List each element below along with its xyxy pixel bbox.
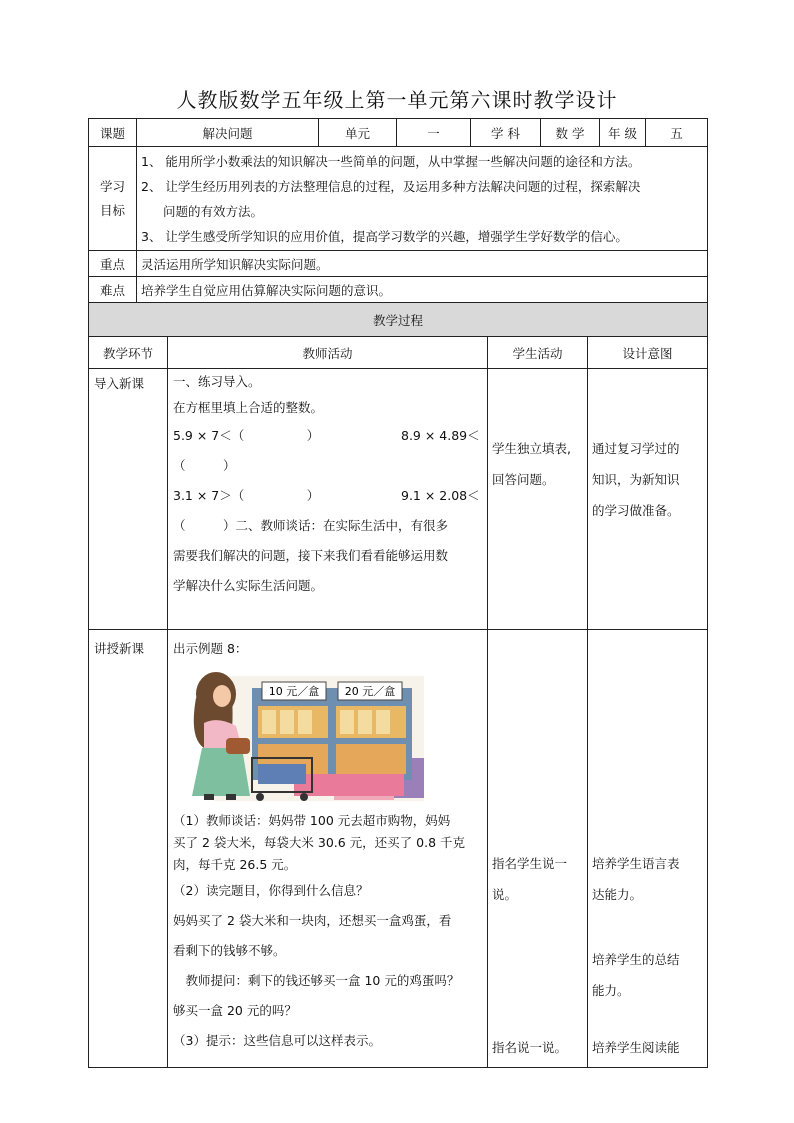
intro-tail-line: 需要我们解决的问题，接下来我们看看能够运用数 (173, 548, 449, 563)
difficulty-row (89, 277, 708, 303)
lecture-student-cell (488, 630, 588, 1068)
expr-2-blank: （ ） (173, 458, 236, 473)
topic-value: 解决问题 (137, 119, 319, 147)
info-table (88, 118, 708, 303)
para-line: （2）读完题目，你得到什么信息？ (173, 883, 369, 898)
supermarket-illustration (174, 668, 424, 803)
process-header-row (89, 337, 708, 369)
para-line: 买了 2 袋大米，每袋大米 30.6 元，还买了 0.8 千克 (173, 835, 466, 850)
objective-item: 2、 让学生经历用列表的方法整理信息的过程，及运用多种方法解决问题的过程，探索解决 (141, 178, 641, 194)
expr-row (173, 481, 482, 511)
lecture-stage-cell (89, 630, 168, 1068)
design-line: 能力。 (592, 983, 630, 998)
objective-item: 3、 让学生感受所学知识的应用价值，提高学习数学的兴趣，增强学生学好数学的信心。 (141, 228, 628, 244)
para-line: 妈妈买了 2 袋大米和一块肉，还想买一盒鸡蛋，看 (173, 913, 452, 928)
para-line: 看剩下的钱够不够。 (173, 943, 286, 958)
intro-line: 在方框里填上合适的整数。 (173, 400, 324, 415)
lecture-row (89, 630, 708, 1068)
intro-tail-line: 学解决什么实际生活问题。 (173, 578, 324, 593)
design-line: 培养学生阅读能 (592, 1040, 680, 1055)
objectives-row (89, 147, 708, 251)
page-title: 人教版数学五年级上第一单元第六课时教学设计 (176, 88, 618, 112)
expr-3: 3.1 × 7＞（ ） (173, 488, 320, 503)
subject-value: 数 学 (541, 119, 600, 147)
lecture-design-cell (588, 630, 708, 1068)
expr-2: 8.9 × 4.89＜ (401, 428, 480, 443)
process-table (88, 302, 708, 1068)
objectives-content (137, 147, 708, 251)
intro-tail-line: （ ）二、教师谈话：在实际生活中，有很多 (173, 518, 449, 533)
design-line: 知识，为新知识 (592, 472, 680, 487)
expr-1: 5.9 × 7＜（ ） (173, 428, 320, 443)
info-row (89, 119, 708, 147)
design-line: 通过复习学过的 (592, 441, 680, 456)
design-line: 培养学生语言表 (592, 856, 680, 871)
student-line: 回答问题。 (492, 472, 555, 487)
para-line: 肉，每千克 26.5 元。 (173, 857, 297, 872)
objective-item: 1、 能用所学小数乘法的知识解决一些简单的问题，从中掌握一些解决问题的途径和方法。 (141, 153, 641, 169)
objectives-label: 学习 目标 (89, 147, 137, 251)
process-heading: 教学过程 (89, 303, 708, 337)
intro-stage-cell (89, 369, 168, 630)
objective-item: 问题的有效方法。 (163, 203, 264, 219)
expr-4: 9.1 × 2.08＜ (401, 488, 480, 503)
intro-stage: 导入新课 (94, 376, 145, 391)
difficulty-text: 培养学生自觉应用估算解决实际问题的意识。 (137, 277, 708, 303)
design-line: 培养学生的总结 (592, 952, 680, 967)
lecture-stage: 讲授新课 (94, 641, 145, 656)
design-line: 达能力。 (592, 887, 643, 902)
key-point-row (89, 251, 708, 277)
grade-label: 年 级 (600, 119, 646, 147)
design-line: 的学习做准备。 (592, 503, 680, 518)
intro-row (89, 369, 708, 630)
topic-label: 课题 (89, 119, 137, 147)
intro-teacher-cell (168, 369, 488, 630)
student-line: 指名说一说。 (492, 1040, 568, 1055)
column-header: 设计意图 (588, 337, 708, 369)
column-header: 教师活动 (168, 337, 488, 369)
para-line: 够买一盒 20 元的吗？ (173, 1003, 297, 1018)
student-line: 说。 (492, 887, 518, 902)
example-title: 出示例题 8： (173, 641, 248, 656)
lecture-teacher-cell (168, 630, 488, 1068)
expr-row (173, 421, 482, 451)
column-header: 学生活动 (488, 337, 588, 369)
intro-student-cell (488, 369, 588, 630)
expr-row (173, 451, 482, 481)
intro-design-cell (588, 369, 708, 630)
column-header: 教学环节 (89, 337, 168, 369)
grade-value: 五 (646, 119, 708, 147)
unit-label: 单元 (319, 119, 397, 147)
para-line: （3）提示：这些信息可以这样表示。 (173, 1033, 381, 1048)
para-line: （1）教师谈话：妈妈带 100 元去超市购物，妈妈 (173, 813, 451, 828)
price-sign-text-2: 20 元／盒 (344, 685, 396, 698)
difficulty-label: 难点 (89, 277, 137, 303)
student-line: 指名学生说一 (492, 856, 568, 871)
key-point-text: 灵活运用所学知识解决实际问题。 (137, 251, 708, 277)
intro-line: 一、练习导入。 (173, 374, 261, 389)
price-sign-text-1: 10 元／盒 (268, 685, 320, 698)
subject-label: 学 科 (471, 119, 541, 147)
key-point-label: 重点 (89, 251, 137, 277)
para-line: 教师提问：剩下的钱还够买一盒 10 元的鸡蛋吗？ (173, 973, 460, 988)
unit-value: 一 (397, 119, 471, 147)
student-line: 学生独立填表, (492, 441, 571, 456)
